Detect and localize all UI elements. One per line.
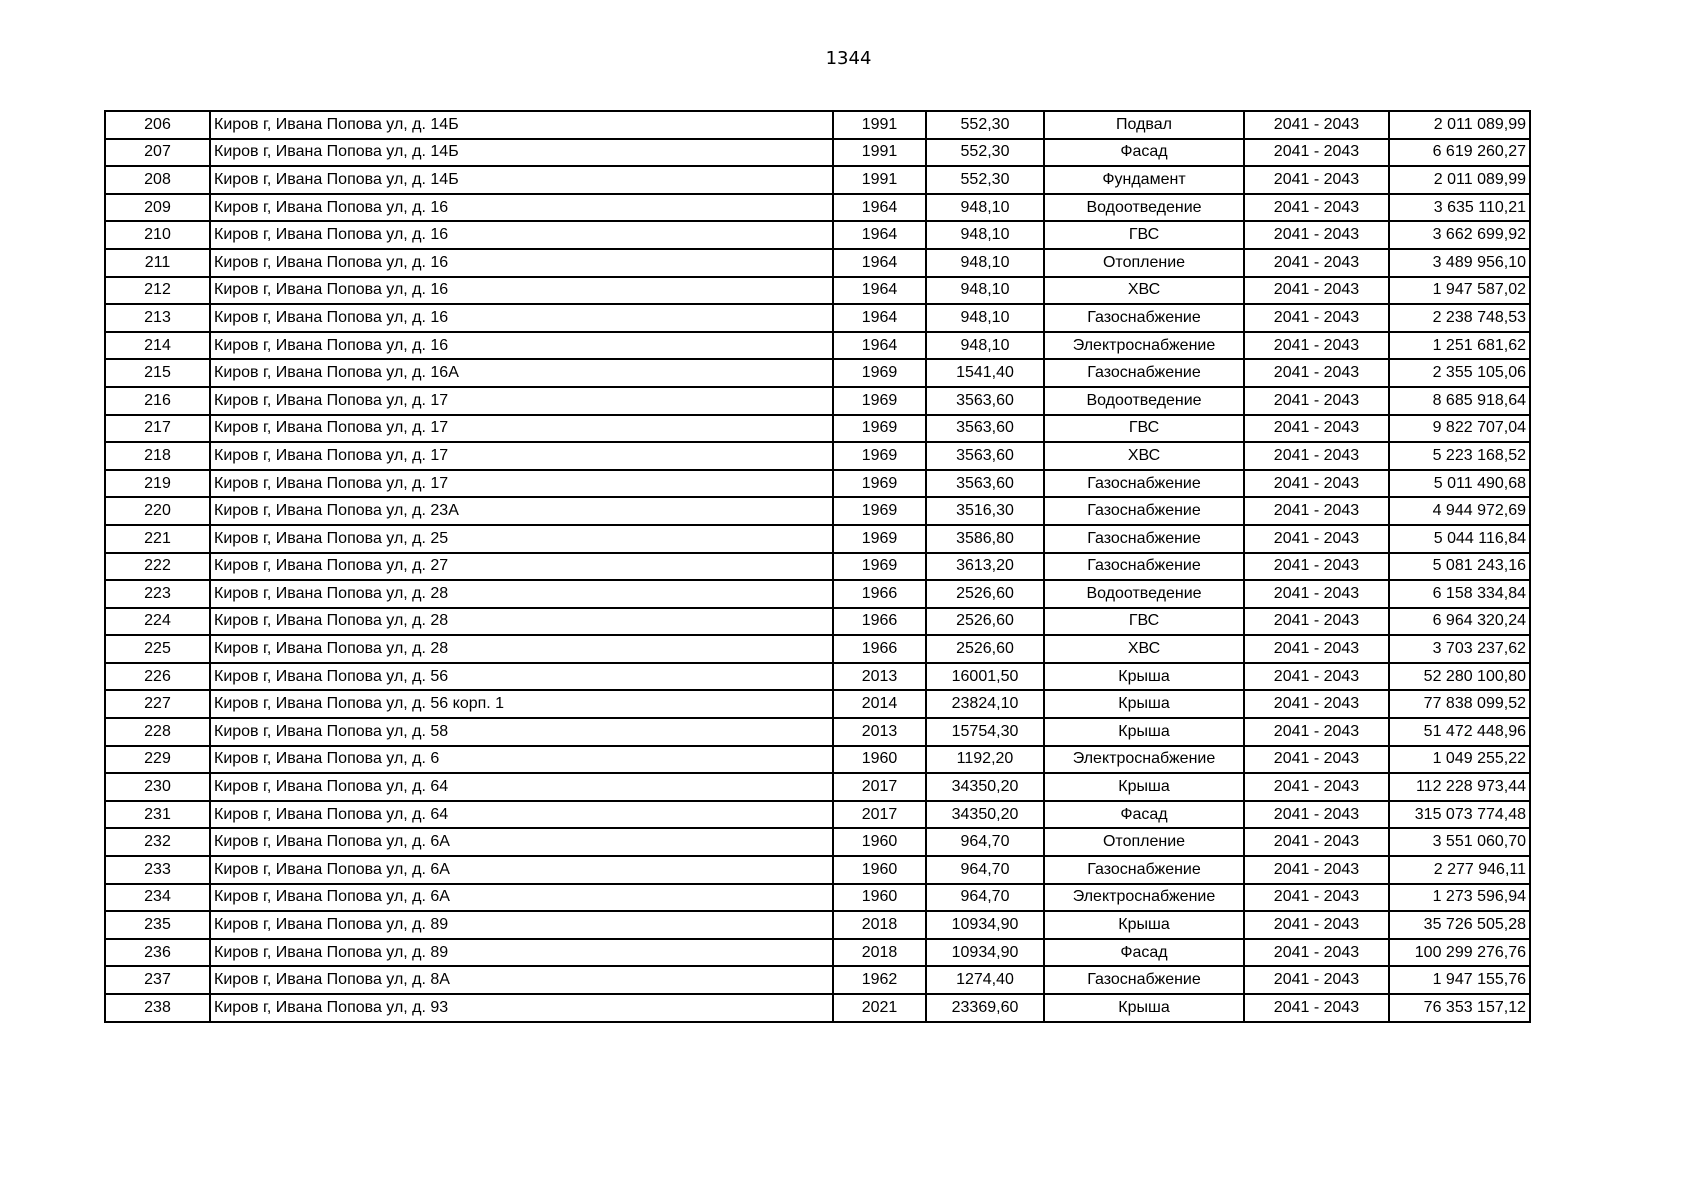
- period-cell: 2041 - 2043: [1244, 828, 1389, 856]
- address-cell: Киров г, Ивана Попова ул, д. 6А: [210, 856, 833, 884]
- row-number-cell: 207: [105, 139, 210, 167]
- table-row: [105, 359, 1530, 387]
- build-year-cell: 1964: [833, 194, 926, 222]
- work-type-cell: Крыша: [1044, 663, 1244, 691]
- work-type-cell: Газоснабжение: [1044, 359, 1244, 387]
- table-row: [105, 111, 1530, 139]
- cost-cell: 3 662 699,92: [1389, 221, 1530, 249]
- period-cell: 2041 - 2043: [1244, 663, 1389, 691]
- period-cell: 2041 - 2043: [1244, 166, 1389, 194]
- cost-cell: 315 073 774,48: [1389, 801, 1530, 829]
- address-cell: Киров г, Ивана Попова ул, д. 16: [210, 194, 833, 222]
- work-type-cell: Крыша: [1044, 994, 1244, 1022]
- work-type-cell: ГВС: [1044, 608, 1244, 636]
- cost-cell: 2 355 105,06: [1389, 359, 1530, 387]
- build-year-cell: 1991: [833, 111, 926, 139]
- area-cell: 3563,60: [926, 415, 1044, 443]
- period-cell: 2041 - 2043: [1244, 525, 1389, 553]
- period-cell: 2041 - 2043: [1244, 773, 1389, 801]
- table-row: [105, 553, 1530, 581]
- build-year-cell: 2014: [833, 690, 926, 718]
- area-cell: 964,70: [926, 856, 1044, 884]
- repair-schedule-table: [104, 110, 1531, 1023]
- build-year-cell: 2018: [833, 911, 926, 939]
- address-cell: Киров г, Ивана Попова ул, д. 8А: [210, 966, 833, 994]
- area-cell: 1192,20: [926, 746, 1044, 774]
- cost-cell: 9 822 707,04: [1389, 415, 1530, 443]
- period-cell: 2041 - 2043: [1244, 718, 1389, 746]
- address-cell: Киров г, Ивана Попова ул, д. 6: [210, 746, 833, 774]
- table-row: [105, 718, 1530, 746]
- row-number-cell: 215: [105, 359, 210, 387]
- address-cell: Киров г, Ивана Попова ул, д. 27: [210, 553, 833, 581]
- period-cell: 2041 - 2043: [1244, 939, 1389, 967]
- page-number: 1344: [825, 48, 872, 69]
- row-number-cell: 213: [105, 304, 210, 332]
- row-number-cell: 231: [105, 801, 210, 829]
- work-type-cell: Газоснабжение: [1044, 966, 1244, 994]
- build-year-cell: 1991: [833, 139, 926, 167]
- table-row: [105, 304, 1530, 332]
- work-type-cell: Водоотведение: [1044, 194, 1244, 222]
- work-type-cell: Водоотведение: [1044, 387, 1244, 415]
- cost-cell: 112 228 973,44: [1389, 773, 1530, 801]
- table-row: [105, 746, 1530, 774]
- table-row: [105, 442, 1530, 470]
- build-year-cell: 1960: [833, 856, 926, 884]
- table-row: [105, 139, 1530, 167]
- area-cell: 948,10: [926, 221, 1044, 249]
- cost-cell: 1 049 255,22: [1389, 746, 1530, 774]
- period-cell: 2041 - 2043: [1244, 856, 1389, 884]
- area-cell: 948,10: [926, 194, 1044, 222]
- period-cell: 2041 - 2043: [1244, 801, 1389, 829]
- area-cell: 10934,90: [926, 911, 1044, 939]
- table-row: [105, 939, 1530, 967]
- work-type-cell: Газоснабжение: [1044, 304, 1244, 332]
- period-cell: 2041 - 2043: [1244, 635, 1389, 663]
- cost-cell: 5 011 490,68: [1389, 470, 1530, 498]
- row-number-cell: 221: [105, 525, 210, 553]
- period-cell: 2041 - 2043: [1244, 415, 1389, 443]
- cost-cell: 2 011 089,99: [1389, 111, 1530, 139]
- table-row: [105, 994, 1530, 1022]
- area-cell: 2526,60: [926, 635, 1044, 663]
- work-type-cell: Газоснабжение: [1044, 470, 1244, 498]
- cost-cell: 6 619 260,27: [1389, 139, 1530, 167]
- area-cell: 964,70: [926, 828, 1044, 856]
- build-year-cell: 2013: [833, 718, 926, 746]
- cost-cell: 76 353 157,12: [1389, 994, 1530, 1022]
- build-year-cell: 1960: [833, 828, 926, 856]
- row-number-cell: 233: [105, 856, 210, 884]
- row-number-cell: 226: [105, 663, 210, 691]
- table-row: [105, 608, 1530, 636]
- table-row: [105, 166, 1530, 194]
- work-type-cell: Фундамент: [1044, 166, 1244, 194]
- table-row: [105, 801, 1530, 829]
- build-year-cell: 1969: [833, 553, 926, 581]
- table-row: [105, 277, 1530, 305]
- cost-cell: 3 489 956,10: [1389, 249, 1530, 277]
- build-year-cell: 1969: [833, 470, 926, 498]
- area-cell: 23369,60: [926, 994, 1044, 1022]
- row-number-cell: 227: [105, 690, 210, 718]
- build-year-cell: 1969: [833, 525, 926, 553]
- row-number-cell: 230: [105, 773, 210, 801]
- area-cell: 16001,50: [926, 663, 1044, 691]
- build-year-cell: 1991: [833, 166, 926, 194]
- address-cell: Киров г, Ивана Попова ул, д. 16А: [210, 359, 833, 387]
- build-year-cell: 1966: [833, 580, 926, 608]
- period-cell: 2041 - 2043: [1244, 111, 1389, 139]
- build-year-cell: 1966: [833, 608, 926, 636]
- address-cell: Киров г, Ивана Попова ул, д. 16: [210, 221, 833, 249]
- table-row: [105, 194, 1530, 222]
- build-year-cell: 1966: [833, 635, 926, 663]
- table-row: [105, 856, 1530, 884]
- address-cell: Киров г, Ивана Попова ул, д. 17: [210, 442, 833, 470]
- area-cell: 2526,60: [926, 580, 1044, 608]
- address-cell: Киров г, Ивана Попова ул, д. 14Б: [210, 166, 833, 194]
- work-type-cell: ХВС: [1044, 442, 1244, 470]
- build-year-cell: 1964: [833, 332, 926, 360]
- build-year-cell: 1962: [833, 966, 926, 994]
- address-cell: Киров г, Ивана Попова ул, д. 56 корп. 1: [210, 690, 833, 718]
- build-year-cell: 1969: [833, 442, 926, 470]
- work-type-cell: Газоснабжение: [1044, 856, 1244, 884]
- address-cell: Киров г, Ивана Попова ул, д. 93: [210, 994, 833, 1022]
- cost-cell: 52 280 100,80: [1389, 663, 1530, 691]
- address-cell: Киров г, Ивана Попова ул, д. 16: [210, 304, 833, 332]
- work-type-cell: Отопление: [1044, 828, 1244, 856]
- build-year-cell: 2021: [833, 994, 926, 1022]
- table-row: [105, 911, 1530, 939]
- address-cell: Киров г, Ивана Попова ул, д. 28: [210, 580, 833, 608]
- period-cell: 2041 - 2043: [1244, 277, 1389, 305]
- row-number-cell: 220: [105, 497, 210, 525]
- address-cell: Киров г, Ивана Попова ул, д. 64: [210, 801, 833, 829]
- row-number-cell: 214: [105, 332, 210, 360]
- area-cell: 3563,60: [926, 387, 1044, 415]
- cost-cell: 2 011 089,99: [1389, 166, 1530, 194]
- table-row: [105, 525, 1530, 553]
- cost-cell: 100 299 276,76: [1389, 939, 1530, 967]
- table-row: [105, 249, 1530, 277]
- address-cell: Киров г, Ивана Попова ул, д. 6А: [210, 884, 833, 912]
- build-year-cell: 2018: [833, 939, 926, 967]
- row-number-cell: 229: [105, 746, 210, 774]
- address-cell: Киров г, Ивана Попова ул, д. 17: [210, 470, 833, 498]
- row-number-cell: 234: [105, 884, 210, 912]
- period-cell: 2041 - 2043: [1244, 884, 1389, 912]
- address-cell: Киров г, Ивана Попова ул, д. 56: [210, 663, 833, 691]
- address-cell: Киров г, Ивана Попова ул, д. 58: [210, 718, 833, 746]
- cost-cell: 5 044 116,84: [1389, 525, 1530, 553]
- build-year-cell: 1964: [833, 221, 926, 249]
- area-cell: 948,10: [926, 332, 1044, 360]
- work-type-cell: Крыша: [1044, 773, 1244, 801]
- period-cell: 2041 - 2043: [1244, 249, 1389, 277]
- row-number-cell: 228: [105, 718, 210, 746]
- build-year-cell: 2017: [833, 801, 926, 829]
- row-number-cell: 224: [105, 608, 210, 636]
- row-number-cell: 232: [105, 828, 210, 856]
- build-year-cell: 1969: [833, 359, 926, 387]
- build-year-cell: 2017: [833, 773, 926, 801]
- address-cell: Киров г, Ивана Попова ул, д. 16: [210, 332, 833, 360]
- build-year-cell: 1964: [833, 277, 926, 305]
- work-type-cell: Фасад: [1044, 939, 1244, 967]
- cost-cell: 6 964 320,24: [1389, 608, 1530, 636]
- row-number-cell: 218: [105, 442, 210, 470]
- row-number-cell: 206: [105, 111, 210, 139]
- work-type-cell: Фасад: [1044, 801, 1244, 829]
- row-number-cell: 212: [105, 277, 210, 305]
- work-type-cell: Газоснабжение: [1044, 525, 1244, 553]
- row-number-cell: 225: [105, 635, 210, 663]
- cost-cell: 6 158 334,84: [1389, 580, 1530, 608]
- area-cell: 1274,40: [926, 966, 1044, 994]
- row-number-cell: 210: [105, 221, 210, 249]
- table-body: [105, 111, 1530, 1022]
- address-cell: Киров г, Ивана Попова ул, д. 64: [210, 773, 833, 801]
- table-row: [105, 387, 1530, 415]
- cost-cell: 1 251 681,62: [1389, 332, 1530, 360]
- area-cell: 34350,20: [926, 773, 1044, 801]
- area-cell: 552,30: [926, 139, 1044, 167]
- build-year-cell: 1960: [833, 884, 926, 912]
- table-row: [105, 221, 1530, 249]
- area-cell: 23824,10: [926, 690, 1044, 718]
- period-cell: 2041 - 2043: [1244, 304, 1389, 332]
- work-type-cell: Электроснабжение: [1044, 884, 1244, 912]
- area-cell: 3563,60: [926, 470, 1044, 498]
- address-cell: Киров г, Ивана Попова ул, д. 89: [210, 939, 833, 967]
- row-number-cell: 208: [105, 166, 210, 194]
- address-cell: Киров г, Ивана Попова ул, д. 6А: [210, 828, 833, 856]
- period-cell: 2041 - 2043: [1244, 359, 1389, 387]
- table-row: [105, 332, 1530, 360]
- address-cell: Киров г, Ивана Попова ул, д. 14Б: [210, 139, 833, 167]
- row-number-cell: 217: [105, 415, 210, 443]
- table-row: [105, 690, 1530, 718]
- row-number-cell: 237: [105, 966, 210, 994]
- build-year-cell: 1969: [833, 387, 926, 415]
- area-cell: 15754,30: [926, 718, 1044, 746]
- build-year-cell: 2013: [833, 663, 926, 691]
- cost-cell: 5 081 243,16: [1389, 553, 1530, 581]
- build-year-cell: 1964: [833, 304, 926, 332]
- cost-cell: 77 838 099,52: [1389, 690, 1530, 718]
- cost-cell: 1 273 596,94: [1389, 884, 1530, 912]
- cost-cell: 5 223 168,52: [1389, 442, 1530, 470]
- area-cell: 1541,40: [926, 359, 1044, 387]
- work-type-cell: ХВС: [1044, 277, 1244, 305]
- period-cell: 2041 - 2043: [1244, 387, 1389, 415]
- table-row: [105, 470, 1530, 498]
- table-row: [105, 884, 1530, 912]
- work-type-cell: ГВС: [1044, 415, 1244, 443]
- row-number-cell: 223: [105, 580, 210, 608]
- area-cell: 948,10: [926, 249, 1044, 277]
- work-type-cell: Крыша: [1044, 718, 1244, 746]
- row-number-cell: 209: [105, 194, 210, 222]
- area-cell: 3516,30: [926, 497, 1044, 525]
- period-cell: 2041 - 2043: [1244, 194, 1389, 222]
- work-type-cell: Электроснабжение: [1044, 746, 1244, 774]
- work-type-cell: Водоотведение: [1044, 580, 1244, 608]
- cost-cell: 8 685 918,64: [1389, 387, 1530, 415]
- area-cell: 3563,60: [926, 442, 1044, 470]
- area-cell: 948,10: [926, 304, 1044, 332]
- address-cell: Киров г, Ивана Попова ул, д. 14Б: [210, 111, 833, 139]
- work-type-cell: Газоснабжение: [1044, 553, 1244, 581]
- area-cell: 34350,20: [926, 801, 1044, 829]
- work-type-cell: Фасад: [1044, 139, 1244, 167]
- cost-cell: 4 944 972,69: [1389, 497, 1530, 525]
- address-cell: Киров г, Ивана Попова ул, д. 25: [210, 525, 833, 553]
- cost-cell: 1 947 587,02: [1389, 277, 1530, 305]
- table-row: [105, 580, 1530, 608]
- area-cell: 552,30: [926, 166, 1044, 194]
- period-cell: 2041 - 2043: [1244, 966, 1389, 994]
- row-number-cell: 235: [105, 911, 210, 939]
- period-cell: 2041 - 2043: [1244, 994, 1389, 1022]
- table-row: [105, 415, 1530, 443]
- row-number-cell: 238: [105, 994, 210, 1022]
- build-year-cell: 1964: [833, 249, 926, 277]
- period-cell: 2041 - 2043: [1244, 911, 1389, 939]
- row-number-cell: 211: [105, 249, 210, 277]
- area-cell: 552,30: [926, 111, 1044, 139]
- work-type-cell: ГВС: [1044, 221, 1244, 249]
- period-cell: 2041 - 2043: [1244, 746, 1389, 774]
- work-type-cell: Подвал: [1044, 111, 1244, 139]
- cost-cell: 35 726 505,28: [1389, 911, 1530, 939]
- area-cell: 2526,60: [926, 608, 1044, 636]
- area-cell: 10934,90: [926, 939, 1044, 967]
- table-row: [105, 966, 1530, 994]
- cost-cell: 1 947 155,76: [1389, 966, 1530, 994]
- row-number-cell: 216: [105, 387, 210, 415]
- period-cell: 2041 - 2043: [1244, 139, 1389, 167]
- work-type-cell: Крыша: [1044, 911, 1244, 939]
- address-cell: Киров г, Ивана Попова ул, д. 16: [210, 249, 833, 277]
- work-type-cell: Электроснабжение: [1044, 332, 1244, 360]
- period-cell: 2041 - 2043: [1244, 470, 1389, 498]
- row-number-cell: 236: [105, 939, 210, 967]
- address-cell: Киров г, Ивана Попова ул, д. 28: [210, 635, 833, 663]
- address-cell: Киров г, Ивана Попова ул, д. 17: [210, 415, 833, 443]
- area-cell: 3613,20: [926, 553, 1044, 581]
- cost-cell: 3 703 237,62: [1389, 635, 1530, 663]
- cost-cell: 3 551 060,70: [1389, 828, 1530, 856]
- period-cell: 2041 - 2043: [1244, 553, 1389, 581]
- build-year-cell: 1969: [833, 415, 926, 443]
- work-type-cell: ХВС: [1044, 635, 1244, 663]
- address-cell: Киров г, Ивана Попова ул, д. 23А: [210, 497, 833, 525]
- work-type-cell: Крыша: [1044, 690, 1244, 718]
- table-row: [105, 773, 1530, 801]
- period-cell: 2041 - 2043: [1244, 497, 1389, 525]
- table-row: [105, 828, 1530, 856]
- work-type-cell: Отопление: [1044, 249, 1244, 277]
- period-cell: 2041 - 2043: [1244, 608, 1389, 636]
- cost-cell: 2 277 946,11: [1389, 856, 1530, 884]
- period-cell: 2041 - 2043: [1244, 580, 1389, 608]
- table-row: [105, 497, 1530, 525]
- area-cell: 964,70: [926, 884, 1044, 912]
- address-cell: Киров г, Ивана Попова ул, д. 16: [210, 277, 833, 305]
- area-cell: 948,10: [926, 277, 1044, 305]
- address-cell: Киров г, Ивана Попова ул, д. 28: [210, 608, 833, 636]
- build-year-cell: 1960: [833, 746, 926, 774]
- area-cell: 3586,80: [926, 525, 1044, 553]
- row-number-cell: 219: [105, 470, 210, 498]
- build-year-cell: 1969: [833, 497, 926, 525]
- period-cell: 2041 - 2043: [1244, 690, 1389, 718]
- row-number-cell: 222: [105, 553, 210, 581]
- cost-cell: 3 635 110,21: [1389, 194, 1530, 222]
- address-cell: Киров г, Ивана Попова ул, д. 17: [210, 387, 833, 415]
- period-cell: 2041 - 2043: [1244, 442, 1389, 470]
- table-row: [105, 635, 1530, 663]
- cost-cell: 2 238 748,53: [1389, 304, 1530, 332]
- cost-cell: 51 472 448,96: [1389, 718, 1530, 746]
- period-cell: 2041 - 2043: [1244, 221, 1389, 249]
- table-row: [105, 663, 1530, 691]
- period-cell: 2041 - 2043: [1244, 332, 1389, 360]
- work-type-cell: Газоснабжение: [1044, 497, 1244, 525]
- address-cell: Киров г, Ивана Попова ул, д. 89: [210, 911, 833, 939]
